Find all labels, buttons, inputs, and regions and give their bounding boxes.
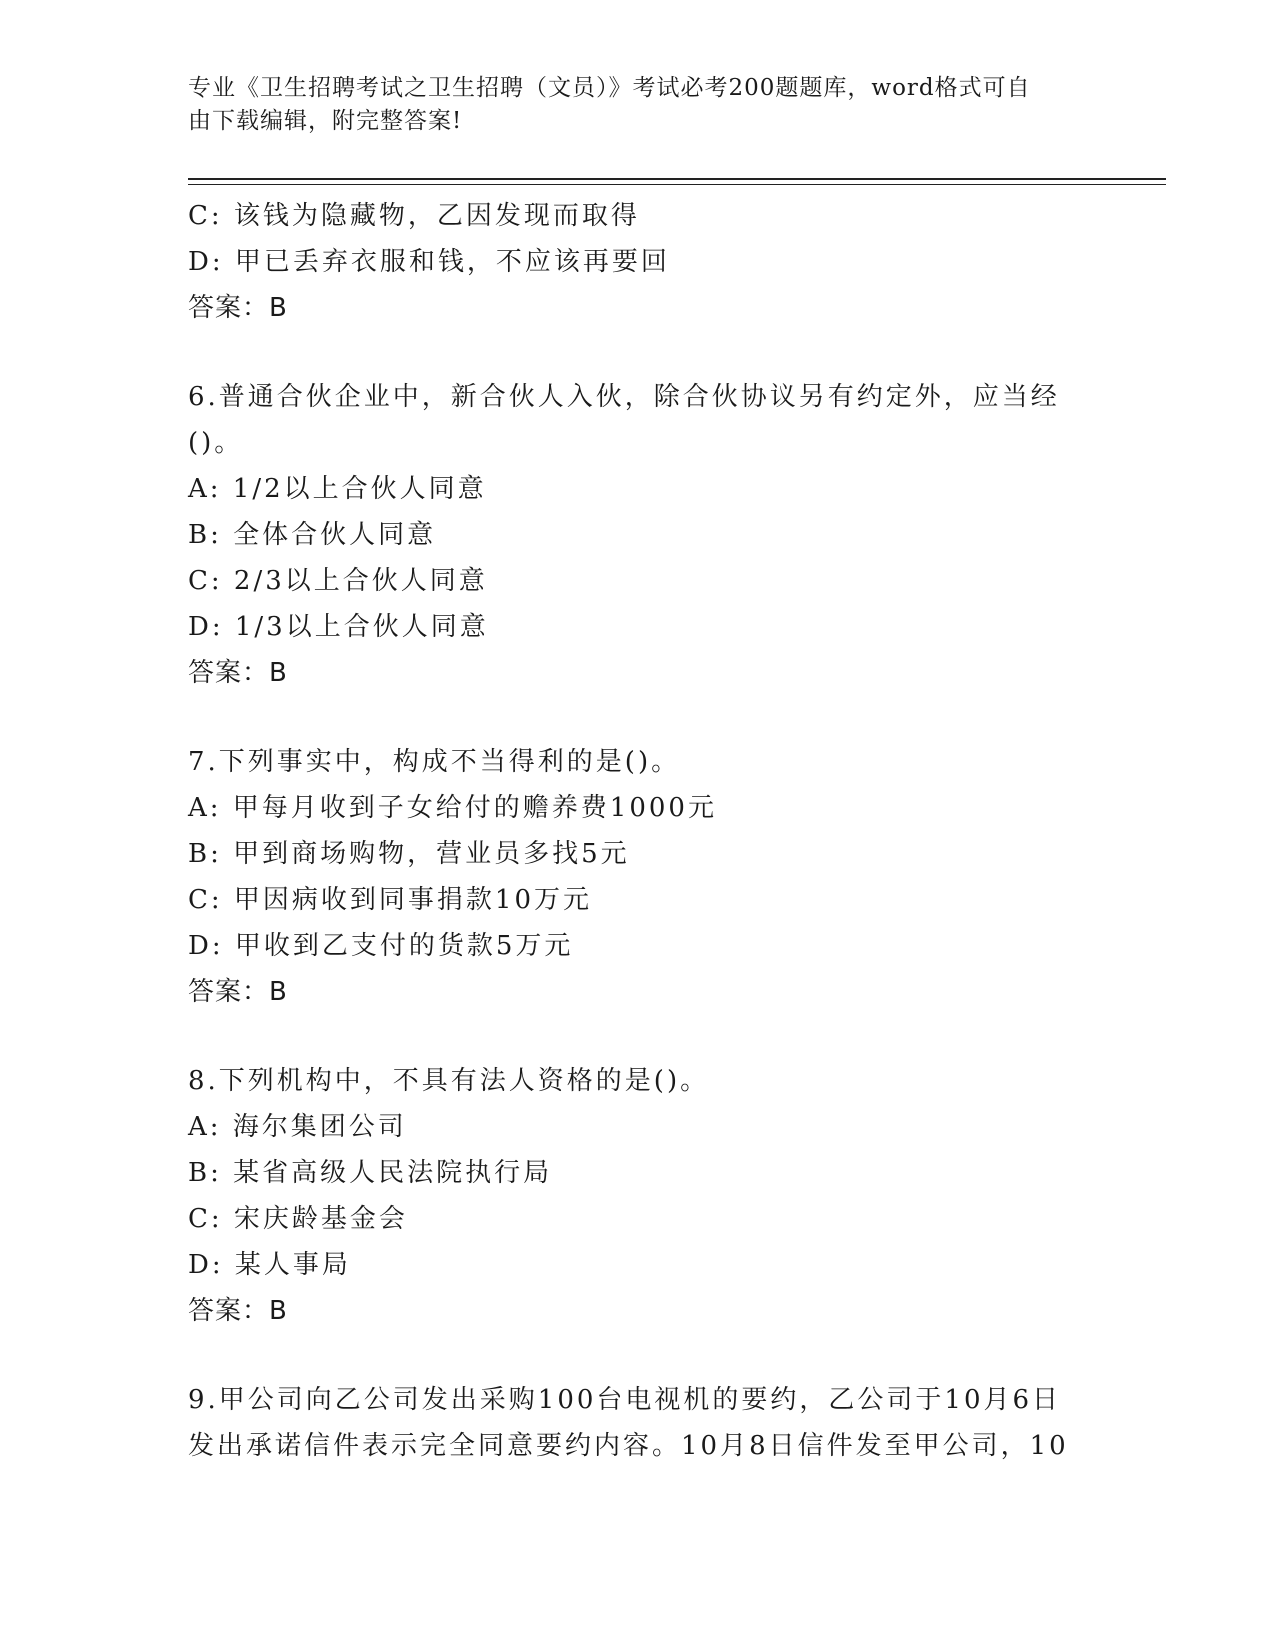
option-d: D: 甲收到乙支付的货款5万元 [188,931,574,961]
question-stem: 8.下列机构中，不具有法人资格的是()。 [188,1066,710,1096]
question-stem-cont: 发出承诺信件表示完全同意要约内容。10月8日信件发至甲公司，10 [188,1431,1069,1461]
question-7 [188,739,1088,1015]
header-line-2: 由下载编辑，附完整答案! [188,108,463,134]
option-d: D: 1/3以上合伙人同意 [188,612,489,642]
document-header [188,72,1088,138]
spacer [188,696,1088,739]
question-6 [188,374,1088,696]
option-b: B: 甲到商场购物，营业员多找5元 [188,839,630,869]
answer-line: 答案：B [188,977,288,1007]
question-stem: 7.下列事实中，构成不当得利的是()。 [188,747,681,777]
option-c: C: 甲因病收到同事捐款10万元 [188,885,593,915]
spacer [188,331,1088,374]
question-5-tail [188,193,1088,331]
spacer [188,1015,1088,1058]
option-a: A: 1/2以上合伙人同意 [188,474,487,504]
question-stem: 6.普通合伙企业中，新合伙人入伙，除合伙协议另有约定外，应当经 [188,382,1060,412]
option-c: C: 该钱为隐藏物，乙因发现而取得 [188,201,640,231]
header-rule-thin [188,184,1166,185]
question-9 [188,1377,1088,1469]
option-a: A: 甲每月收到子女给付的赡养费1000元 [188,793,717,823]
question-stem-cont: ()。 [188,428,244,458]
question-8 [188,1058,1088,1334]
answer-line: 答案：B [188,293,288,323]
option-b: B: 全体合伙人同意 [188,520,437,550]
option-c: C: 宋庆龄基金会 [188,1204,408,1234]
option-b: B: 某省高级人民法院执行局 [188,1158,553,1188]
answer-line: 答案：B [188,658,288,688]
option-c: C: 2/3以上合伙人同意 [188,566,488,596]
option-a: A: 海尔集团公司 [188,1112,407,1142]
option-d: D: 某人事局 [188,1250,351,1280]
spacer [188,1334,1088,1377]
option-d: D: 甲已丢弃衣服和钱，不应该再要回 [188,247,670,277]
answer-line: 答案：B [188,1296,288,1326]
header-line-1: 专业《卫生招聘考试之卫生招聘（文员）》考试必考200题题库，word格式可自 [188,75,1031,101]
header-rule-thick [188,178,1166,180]
question-stem: 9.甲公司向乙公司发出采购100台电视机的要约，乙公司于10月6日 [188,1385,1062,1415]
question-list [188,193,1088,1469]
